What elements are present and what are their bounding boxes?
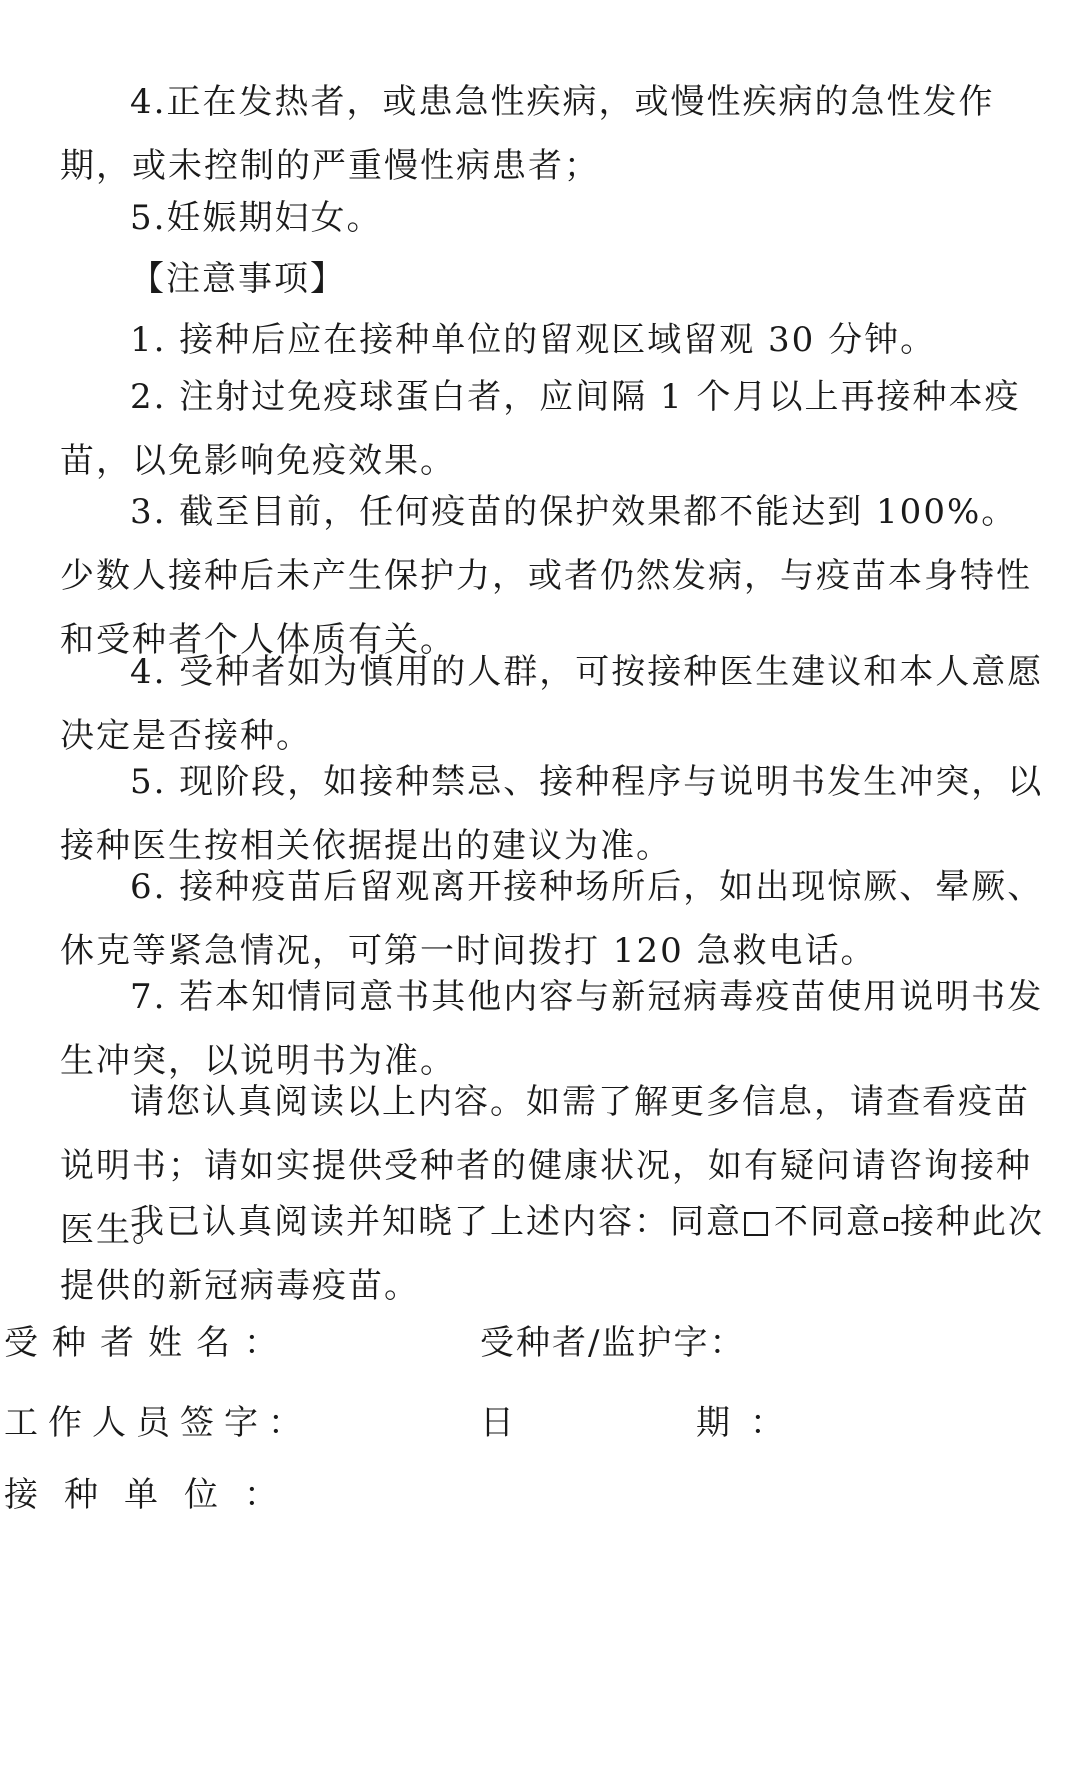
note-item-3: 3. 截至目前，任何疫苗的保护效果都不能达到 100%。少数人接种后未产生保护力，或者仍然发病，与疫苗本身特性和受种者个人体质有关。 bbox=[60, 492, 1032, 660]
disagree-checkbox[interactable] bbox=[884, 1217, 898, 1231]
notes-heading: 【注意事项】 bbox=[130, 259, 346, 299]
reading-reminder: 请您认真阅读以上内容。如需了解更多信息，请查看疫苗说明书；请如实提供受种者的健康状况，如有疑问请咨询接种医生。 bbox=[60, 1082, 1032, 1250]
note-item-1: 1. 接种后应在接种单位的留观区域留观 30 分钟。 bbox=[130, 320, 937, 360]
recipient-signature-label: 受种者/监护字： bbox=[480, 1323, 746, 1363]
note-item-4: 4. 受种者如为慎用的人群，可按接种医生建议和本人意愿决定是否接种。 bbox=[60, 652, 1044, 756]
contraindication-item-4: 4.正在发热者，或患急性疾病，或慢性疾病的急性发作期，或未控制的严重慢性病患者； bbox=[60, 82, 995, 186]
recipient-name-label: 受种者姓名： bbox=[4, 1323, 292, 1363]
date-label: 日 期： bbox=[480, 1403, 804, 1443]
note-item-2: 2. 注射过免疫球蛋白者，应间隔 1 个月以上再接种本疫苗，以免影响免疫效果。 bbox=[60, 377, 1021, 481]
consent-prefix: 我已认真阅读并知晓了上述内容：同意 bbox=[130, 1202, 742, 1242]
note-item-6: 6. 接种疫苗后留观离开接种场所后，如出现惊厥、晕厥、休克等紧急情况，可第一时间拨打 120 急救电话。 bbox=[60, 867, 1044, 971]
note-item-5: 5. 现阶段，如接种禁忌、接种程序与说明书发生冲突，以接种医生按相关依据提出的建议为准。 bbox=[60, 762, 1044, 866]
consent-suffix: 接种此次提供的新冠病毒疫苗。 bbox=[60, 1202, 1044, 1306]
contraindication-item-5: 5.妊娠期妇女。 bbox=[130, 198, 383, 238]
staff-signature-label: 工作人员签字： bbox=[4, 1403, 312, 1443]
consent-statement bbox=[60, 1190, 1050, 1318]
agree-checkbox[interactable] bbox=[744, 1212, 768, 1236]
vaccination-unit-label: 接种单位： bbox=[4, 1475, 304, 1515]
disagree-label: 不同意 bbox=[774, 1202, 882, 1242]
note-item-7: 7. 若本知情同意书其他内容与新冠病毒疫苗使用说明书发生冲突，以说明书为准。 bbox=[60, 977, 1044, 1081]
